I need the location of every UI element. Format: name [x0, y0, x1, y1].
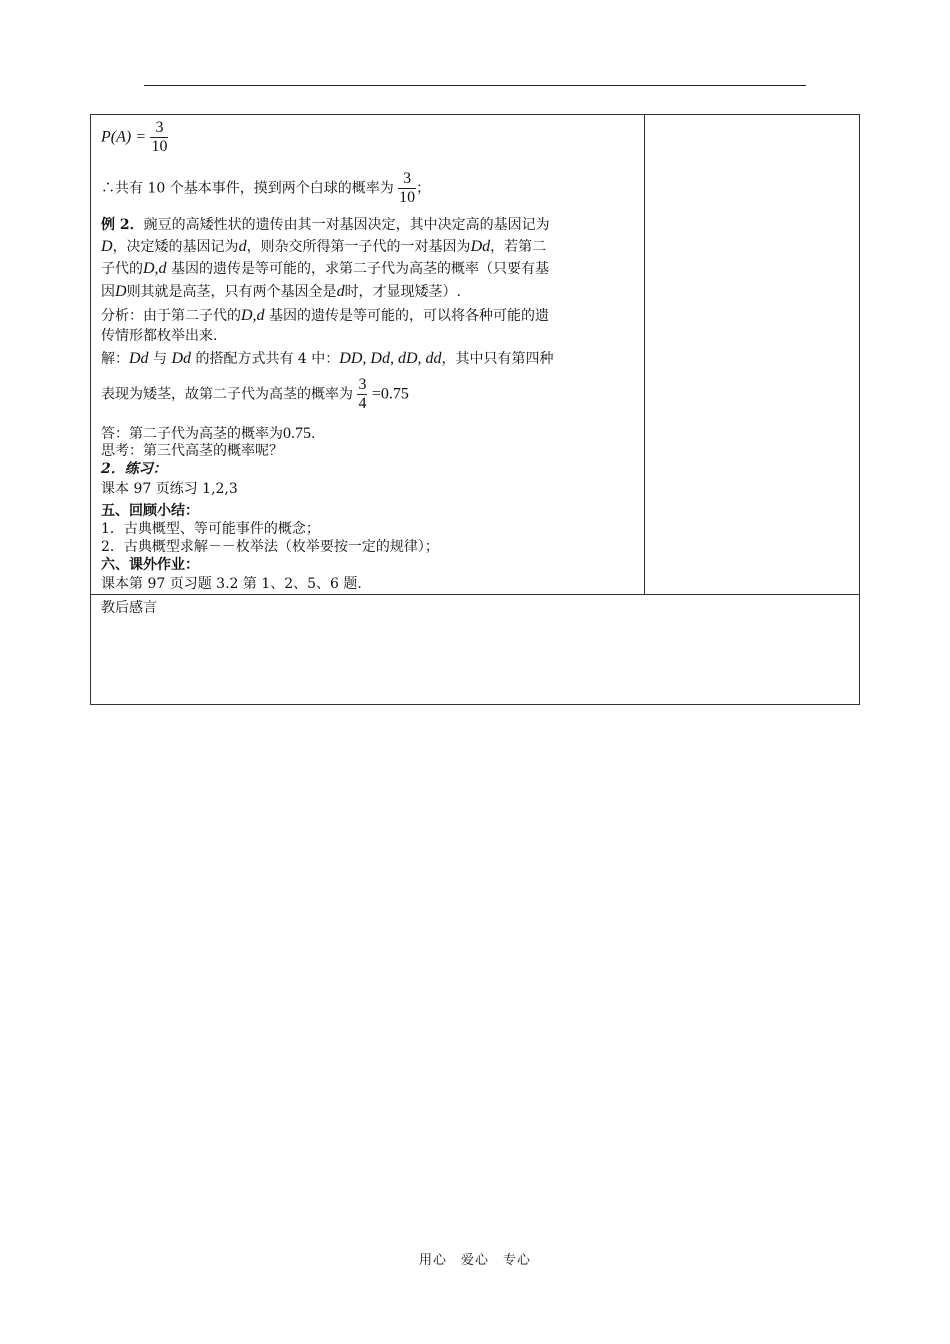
solution-result: =0.75 — [371, 385, 409, 403]
fraction — [150, 119, 168, 156]
solution-line2 — [101, 376, 409, 413]
solution-text: 的搭配方式共有 4 中： — [195, 351, 340, 367]
column-divider — [644, 115, 645, 594]
example2-text: 则其就是高茎，只有两个基因全是 — [126, 284, 337, 300]
answer-text: 答：第二子代为高茎的概率为 — [101, 426, 283, 442]
math-var: D,d — [241, 307, 265, 324]
fraction-denominator: 4 — [358, 395, 367, 412]
row-divider — [91, 594, 859, 595]
example2-line2 — [101, 238, 546, 256]
analysis-text: 基因的遗传是等可能的，可以将各种可能的遗 — [269, 308, 550, 324]
math-var: Dd — [171, 350, 192, 367]
review-heading: 五、回顾小结： — [101, 503, 199, 519]
fraction-denominator: 10 — [399, 189, 416, 206]
example2-text: ，若第二 — [490, 239, 547, 255]
solution-text: 表现为矮茎，故第二子代为高茎的概率为 — [101, 386, 353, 403]
math-var: D — [115, 283, 127, 300]
math-var: Dd — [129, 350, 149, 367]
example2-text: 豌豆的高矮性状的遗传由其一对基因决定，其中决定高的基因记为 — [143, 217, 550, 233]
fraction-numerator: 3 — [155, 119, 164, 136]
answer-text: . — [311, 426, 316, 442]
example2-text: 因 — [101, 284, 115, 300]
example2-label: 例 2． — [101, 217, 144, 233]
analysis-text: 传情形都枚举出来. — [101, 328, 218, 344]
example2-text: 子代的 — [101, 261, 143, 277]
math-var: d — [336, 283, 345, 300]
example2-text: 基因的遗传是等可能的，求第二子代为高茎的概率（只要有基 — [171, 261, 550, 277]
fraction — [357, 376, 367, 413]
example2-line3 — [101, 260, 549, 278]
math-var: DD, Dd, dD, dd — [339, 350, 442, 367]
homework-text: 课本第 97 页习题 3.2 第 1、2、5、6 题. — [101, 576, 362, 592]
example2-text: ，则杂交所得第一子代的一对基因为 — [246, 239, 471, 255]
think-question: 思考：第三代高茎的概率呢？ — [101, 443, 283, 459]
example2-text: 时，才显现矮茎）. — [344, 284, 462, 300]
conclusion-line — [101, 170, 430, 207]
solution-line1 — [101, 350, 554, 368]
conclusion-text: ∴共有 10 个基本事件，摸到两个白球的概率为 — [101, 180, 394, 197]
fraction-numerator: 3 — [403, 170, 412, 187]
fraction — [398, 170, 416, 207]
math-var: Dd — [470, 238, 491, 255]
formula-pa-lhs: P(A) = — [101, 128, 146, 146]
solution-text: 与 — [153, 351, 168, 367]
fraction-denominator: 10 — [151, 138, 168, 155]
lesson-table — [90, 114, 860, 705]
example2-text: ，决定矮的基因记为 — [112, 239, 239, 255]
page-footer: 用心 爱心 专心 — [418, 1253, 531, 1268]
fraction-numerator: 3 — [358, 376, 367, 393]
review-item-1: 1．古典概型、等可能事件的概念； — [101, 521, 320, 537]
example2-line4 — [101, 283, 461, 301]
header-rule — [144, 85, 806, 86]
conclusion-tail: ； — [416, 180, 431, 197]
analysis-text: 分析：由于第二子代的 — [101, 308, 241, 324]
formula-pa — [101, 119, 168, 156]
reflection-label: 教后感言 — [101, 600, 157, 616]
math-var: d — [238, 238, 247, 255]
analysis-line1 — [101, 307, 549, 325]
practice-heading: 2．练习： — [101, 461, 167, 477]
homework-heading: 六、课外作业： — [101, 557, 199, 573]
answer-line — [101, 425, 315, 443]
answer-value: 0.75 — [283, 425, 311, 442]
review-item-2: 2．古典概型求解－－枚举法（枚举要按一定的规律）； — [101, 539, 439, 555]
math-var: D — [101, 238, 113, 255]
solution-text: ，其中只有第四种 — [441, 351, 554, 367]
example2-line1 — [101, 217, 550, 234]
math-var: D,d — [143, 260, 167, 277]
practice-text: 课本 97 页练习 1,2,3 — [101, 481, 238, 497]
analysis-line2 — [101, 328, 217, 345]
solution-text: 解： — [101, 351, 129, 367]
